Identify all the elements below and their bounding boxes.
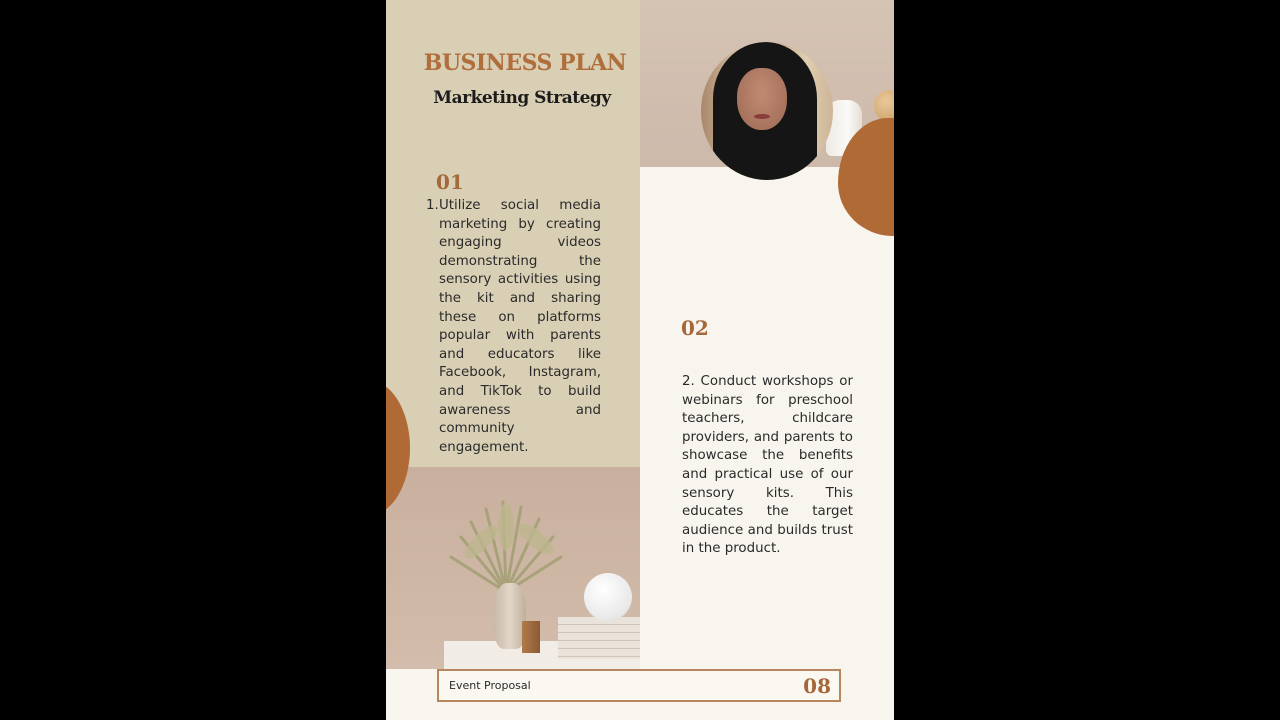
globe-lamp [584,573,632,621]
page-title: BUSINESS PLAN [423,50,627,76]
section-number-01: 01 [436,170,464,194]
wood-block-decor [522,621,540,653]
presenter-avatar [701,42,833,180]
section-text-01-body: Utilize social media marketing by creating engaging videos demonstrating the sensory activities using the kit and sharing these on platforms popular with parents and educators like Facebook, Instagram, and TikTok to build awareness and community engagement. [439,198,601,455]
plant-vase-photo [386,467,640,669]
page-subtitle: Marketing Strategy [433,88,611,108]
avatar-face [737,68,787,130]
avatar-lips [754,114,770,119]
footer-bar [437,669,841,702]
footer-label: Event Proposal [449,679,531,692]
list-marker: 1. [426,198,439,213]
section-text-02: 2. Conduct workshops or webinars for preschool teachers, childcare providers, and parents to showcase the benefits and practical use of our sensory kits. This educates the target audience and builds trust in the product. [682,374,853,557]
book-stack [558,617,640,659]
section-text-01 [426,197,601,457]
section-number-02: 02 [681,316,709,340]
palm-leaves-icon [441,497,571,597]
page-number: 08 [803,674,831,698]
slide-page [386,0,894,720]
